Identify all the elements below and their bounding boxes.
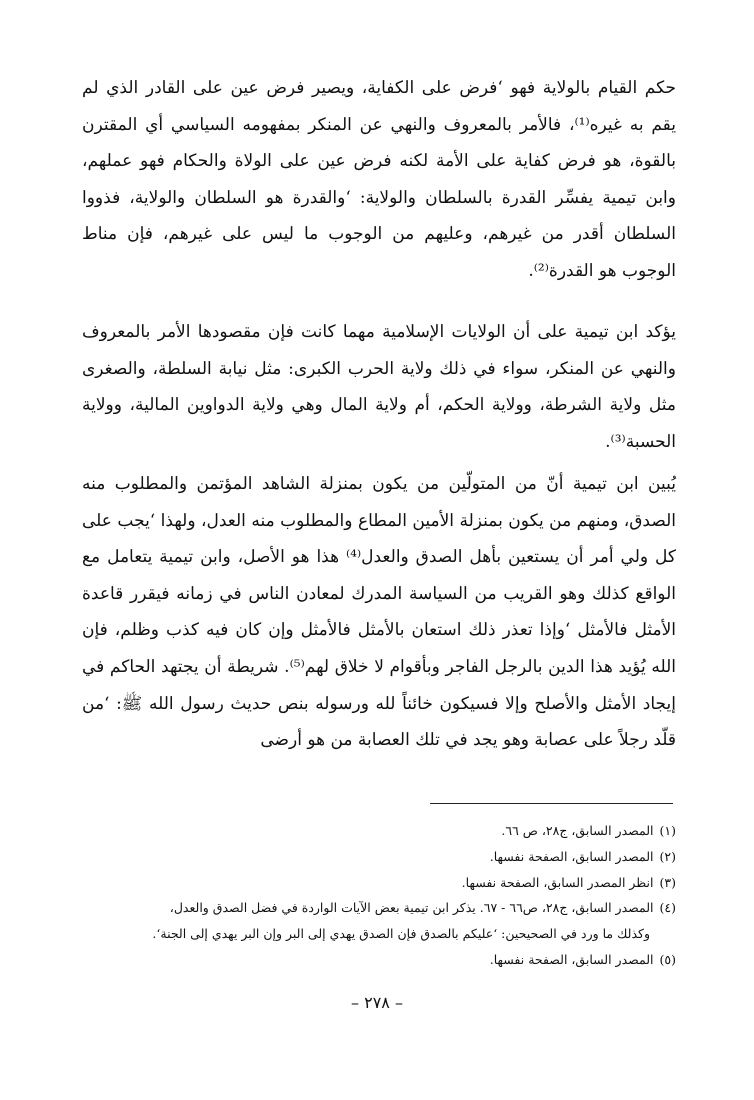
page-number: – ٢٧٨ – (351, 993, 403, 1012)
body-paragraph-3: يُبين ابن تيمية أنّ من المتولّين من يكون بمنزلة الشاهد المؤتمن والمطلوب منه الصدق، ومنهم من يكون بمنزلة الأمين المطاع والمطلوب منه العدل، ولهذا ‘يجب على كل ولي أمر أن يستعين بأهل الصدق والعدل⁽⁴⁾ هذا هو الأصل، وابن تيمية يتعامل مع الواقع كذلك وهو القريب من السياسة المدرك لمعادن الناس في زمانه فيقرر قاعدة الأمثل فالأمثل ‘وإذا تعذر ذلك استعان بالأمثل فالأمثل وإن كان فيه كذب وظلم، فإن الله يُؤيد هذا الدين بالرجل الفاجر وبأقوام لا خلاق لهم⁽⁵⁾. شريطة أن يجتهد الحاكم في إيجاد الأمثل والأصلح وإلا فسيكون خائناً لله ورسوله بنص حديث رسول الله ﷺ: ‘من قلّد رجلاً على عصابة وهو يجد في تلك العصابة من هو أرضى (82, 474, 676, 751)
footnote-text: المصدر السابق، ج٢٨، ص ٦٦. (501, 823, 654, 838)
footnote-3 (82, 870, 676, 896)
footnote-text: المصدر السابق، الصفحة نفسها. (489, 951, 654, 967)
footnote-5 (82, 947, 676, 973)
footnote-number: (٤) (659, 900, 676, 916)
footnote-number: (٣) (659, 874, 676, 890)
footnote-number: (٥) (659, 951, 676, 967)
footnote-text: انظر المصدر السابق، الصفحة نفسها. (461, 874, 654, 890)
body-paragraph-2: يؤكد ابن تيمية على أن الولايات الإسلامية مهما كانت فإن مقصودها الأمر بالمعروف والنهي عن المنكر، سواء في ذلك ولاية الحرب الكبرى: مثل نيابة السلطة، والصغرى مثل ولاية الشرطة، وولاية الحكم، أم ولاية المال وهي ولاية الدواوين المالية، وولاية الحسبة⁽³⁾. (82, 322, 676, 452)
footnote-2 (82, 844, 676, 870)
body-paragraph-1: حكم القيام بالولاية فهو ‘فرض على الكفاية، ويصير فرض عين على القادر الذي لم يقم به غيره⁽¹⁾، فالأمر بالمعروف والنهي عن المنكر بمفهومه السياسي أي المقترن بالقوة، هو فرض كفاية على الأمة لكنه فرض عين على الولاة والحكام فهو عملهم، وابن تيمية يفسِّر القدرة بالسلطان والولاية: ‘والقدرة هو السلطان والولاية، فذووا السلطان أقدر من غيرهم، وعليهم من الوجوب ما ليس على غيرهم، فإن مناط الوجوب هو القدرة⁽²⁾. (82, 78, 676, 281)
footnote-number: (٢) (659, 848, 676, 864)
footnote-continuation: وكذلك ما ورد في الصحيحين: ‘عليكم بالصدق فإن الصدق يهدي إلى البر وإن البر يهدي إلى الجنة‘. (152, 926, 650, 942)
footnote-separator (430, 803, 673, 804)
footnote-number: (١) (659, 823, 676, 838)
footnote-4 (82, 895, 676, 947)
footnote-1 (82, 818, 676, 844)
footnote-text: المصدر السابق، الصفحة نفسها. (489, 848, 654, 864)
footnote-text: المصدر السابق، ج٢٨، ص٦٦ - ٦٧. يذكر ابن تيمية بعض الآيات الواردة في فضل الصدق والعدل، (169, 900, 654, 916)
footnotes-list (82, 818, 676, 973)
